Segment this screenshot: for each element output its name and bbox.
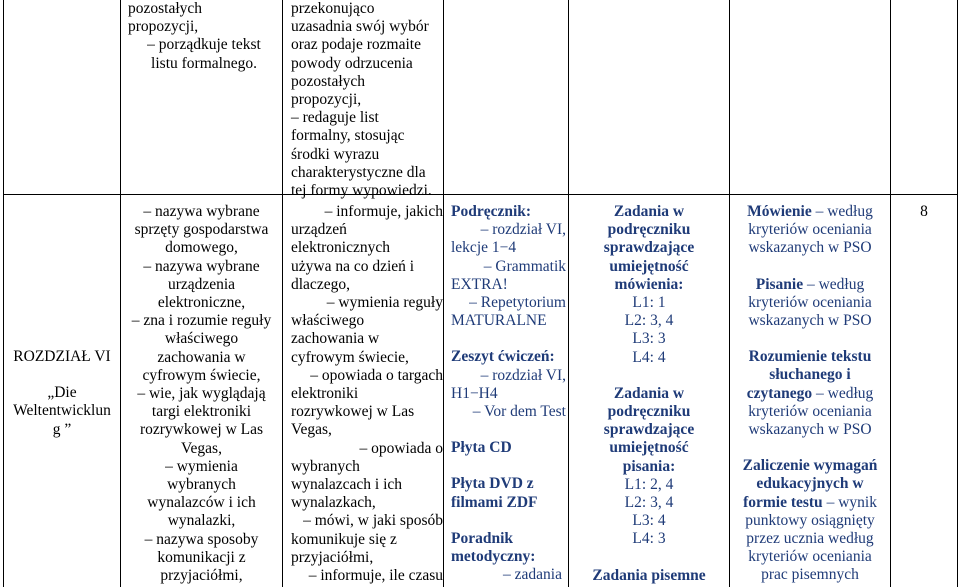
text-line: formalny, stosując: [291, 127, 405, 145]
text-line: pozostałych: [291, 72, 366, 90]
text-line: mówienia:: [614, 275, 684, 293]
text-line: wynalazkach,: [291, 494, 376, 512]
text-line: Poradnik: [451, 529, 514, 547]
text-line: sprawdzające: [603, 239, 695, 257]
text-line: komunikuje się z: [291, 530, 397, 548]
text-line: komunikacji z: [157, 548, 246, 566]
text-line: Zadania pisemne: [592, 566, 706, 584]
text-line: – informuje, ile czasu: [308, 567, 443, 585]
top-skills-cell: [128, 0, 280, 73]
text-line: oraz podaje rozmaite: [291, 36, 421, 54]
divider-col2: [282, 0, 283, 587]
text-line: – rozdział VI,: [480, 366, 566, 384]
text-line: [731, 203, 889, 221]
text-line: propozycji,: [291, 91, 362, 109]
text-line: – nazywa wybrane: [143, 203, 260, 220]
text-fragment: – według: [806, 275, 865, 293]
text-line: L4: 3: [632, 530, 666, 548]
text-line: Vegas,: [181, 439, 222, 457]
text-line: elektronicznych: [291, 239, 390, 257]
border-left: [3, 0, 4, 587]
text-line: rozrywkowej w Las: [291, 403, 415, 421]
text-line: wynalazcach i ich: [291, 476, 403, 494]
text-line: elektroniki: [291, 385, 359, 403]
text-line: propozycji,: [128, 18, 199, 36]
text-line: zachowania w: [157, 348, 246, 366]
text-line: targi elektroniki: [151, 403, 252, 421]
text-line: Zaliczenie wymagań: [742, 457, 878, 475]
text-line: środki wyrazu: [291, 145, 380, 163]
text-line: wskazanych w PSO: [748, 421, 872, 439]
text-line: – rozdział VI,: [480, 221, 566, 239]
text-line: L4: 4: [632, 348, 666, 366]
text-line: wynalazców i ich: [147, 494, 256, 512]
text-line: cyfrowym świecie,: [142, 366, 261, 384]
text-line: używa na co dzień i: [291, 257, 415, 275]
text-line: domowego,: [165, 239, 238, 257]
text-line: właściwego: [291, 312, 365, 330]
text-line: podręczniku: [607, 221, 691, 239]
text-line: – mówi, w jaki sposób: [303, 512, 443, 530]
text-line: kryteriów oceniania: [748, 548, 872, 566]
text-line: – wymienia reguły: [326, 294, 443, 312]
text-line: wskazanych w PSO: [748, 312, 872, 330]
skills2-cell: [291, 203, 443, 585]
text-line: tej formy wypowiedzi.: [291, 182, 432, 200]
text-line: urządzeń: [291, 221, 347, 239]
text-line: elektroniczne,: [157, 294, 246, 312]
text-line: filmami ZDF: [451, 493, 538, 511]
text-line: [731, 494, 889, 512]
text-line: – porządkuje tekst: [147, 36, 261, 54]
text-line: rozrywkowej w Las: [139, 421, 264, 439]
divider-col5: [729, 0, 730, 587]
border-right: [957, 0, 958, 587]
materials-cell: [451, 203, 566, 584]
text-line: L3: 3: [632, 330, 666, 348]
text-line: – informuje, jakich: [324, 203, 443, 220]
mowienie-label: Mówienie: [747, 203, 812, 220]
text-line: przez ucznia według: [746, 530, 874, 548]
text-line: kryteriów oceniania: [748, 221, 872, 239]
text-line: przyjaciółmi,: [160, 567, 243, 585]
text-fragment: – według: [816, 384, 874, 402]
text-line: Rozumienie tekstu: [748, 348, 872, 366]
text-line: [731, 385, 889, 403]
text-line: L3: 4: [632, 512, 666, 530]
text-line: wybranych: [291, 457, 360, 475]
text-line: – redaguje list: [291, 109, 379, 127]
chapter-title-line: „Die: [47, 384, 77, 402]
text-line: – Grammatik: [483, 257, 566, 275]
text-fragment: czytanego: [746, 384, 813, 402]
text-line: L2: 3, 4: [624, 312, 674, 330]
text-fragment: formie testu: [743, 493, 823, 511]
text-line: lekcje 1−4: [451, 239, 517, 257]
divider-col3: [443, 0, 444, 587]
text-line: – zna i rozumie reguły: [131, 312, 272, 330]
pisanie-label: Pisanie: [755, 275, 804, 293]
text-line: wskazanych w PSO: [748, 239, 872, 257]
hours-cell: [891, 203, 957, 221]
text-line: właściwego: [164, 330, 239, 348]
skills-cell: [122, 203, 281, 585]
text-line: metodyczny:: [451, 548, 536, 566]
row-divider: [3, 194, 958, 195]
text-line: przyjaciółmi,: [291, 548, 374, 566]
text-line: [731, 276, 889, 294]
text-line: – Repetytorium: [469, 294, 566, 312]
hours-value: 8: [920, 203, 928, 220]
text-line: listu formalnego.: [151, 54, 257, 72]
text-fragment: – wynik: [826, 493, 877, 511]
text-line: – wymienia: [165, 457, 238, 475]
text-fragment: – według: [815, 203, 873, 220]
text-line: L2: 3, 4: [624, 494, 674, 512]
text-line: Płyta DVD z: [451, 475, 534, 493]
text-line: – wie, jak wyglądają: [137, 385, 266, 403]
text-line: kryteriów oceniania: [748, 293, 872, 311]
plyta-cd: Płyta CD: [451, 439, 512, 457]
text-line: EXTRA!: [451, 275, 508, 293]
text-line: MATURALNE: [451, 312, 547, 330]
divider-col6: [890, 0, 891, 587]
text-line: L1: 1: [632, 294, 666, 312]
text-line: – opowiada o targach: [310, 366, 443, 384]
divider-col1: [120, 0, 121, 587]
top-skills2-cell: [291, 0, 441, 200]
text-line: sprzęty gospodarstwa: [134, 221, 269, 239]
text-line: podręczniku: [607, 403, 691, 421]
text-line: kryteriów oceniania: [748, 402, 872, 420]
text-line: edukacyjnych w: [756, 475, 864, 493]
text-line: wybranych: [167, 476, 236, 494]
text-line: umiejętność: [609, 439, 689, 457]
text-line: H1−H4: [451, 384, 498, 402]
text-line: zachowania w: [291, 330, 380, 348]
text-line: umiejętność: [609, 257, 689, 275]
text-line: Zadania w: [613, 203, 685, 220]
text-line: Vegas,: [291, 421, 332, 439]
text-line: Zadania w: [613, 384, 685, 402]
chapter-title-line: g ”: [52, 420, 72, 438]
chapter-heading: ROZDZIAŁ VI: [13, 348, 111, 365]
text-line: cyfrowym świecie,: [291, 348, 409, 366]
text-line: – zadania: [503, 566, 562, 584]
text-line: – Vor dem Test: [472, 403, 566, 421]
text-line: prac pisemnych: [761, 566, 859, 584]
text-line: – nazywa wybrane: [143, 257, 260, 275]
text-line: urządzenia: [167, 275, 236, 293]
text-line: przekonująco: [291, 0, 375, 17]
zeszyt-label: Zeszyt ćwiczeń:: [451, 348, 555, 366]
chapter-title-line: Weltentwicklun: [13, 402, 111, 420]
text-line: wynalazki,: [167, 512, 236, 530]
text-line: pisania:: [622, 457, 676, 475]
text-line: L1: 2, 4: [624, 475, 674, 493]
text-line: słuchanego i: [769, 366, 851, 384]
text-line: charakterystyczne dla: [291, 163, 426, 181]
text-line: – opowiada o: [359, 439, 443, 457]
assessment-cell: [731, 203, 889, 585]
text-line: dlaczego,: [291, 275, 350, 293]
text-line: sprawdzające: [603, 421, 695, 439]
section-cell: [4, 348, 120, 439]
podrecznik-label: Podręcznik:: [451, 203, 532, 220]
text-line: uzasadnia swój wybór: [291, 18, 429, 36]
text-line: – nazywa sposoby: [144, 530, 259, 548]
text-line: powody odrzucenia: [291, 54, 413, 72]
text-line: punktowy osiągnięty: [745, 511, 875, 529]
text-line: pozostałych: [128, 0, 203, 17]
tasks-cell: [569, 203, 729, 585]
